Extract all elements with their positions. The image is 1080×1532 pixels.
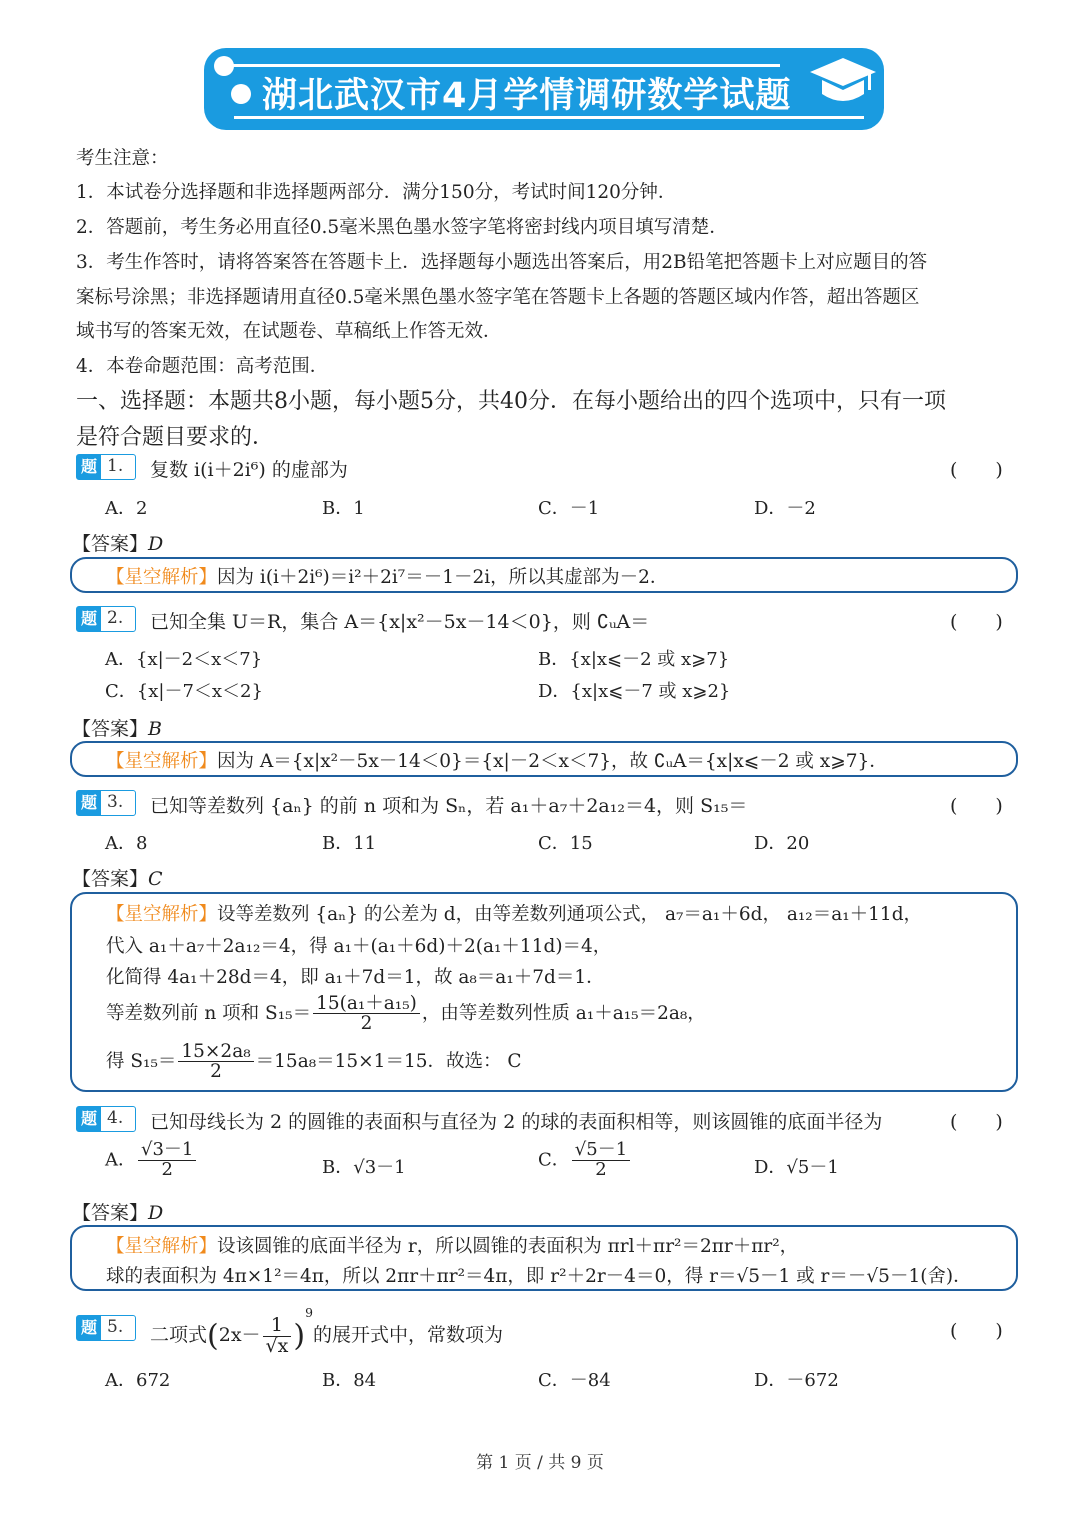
section-heading: 是符合题目要求的． <box>76 425 275 450</box>
answer-label: 【答案】 <box>72 533 149 555</box>
notice-item: 2．答题前，考生务必用直径0.5毫米黑色墨水签字笔将密封线内项目填写清楚． <box>76 217 728 238</box>
question-stem: 二项式(2x－ $\frac{1}{√x}$ )$^9$的展开式中，常数项为 <box>150 1306 503 1357</box>
answer-blank: ( ) <box>950 1111 1003 1133</box>
explanation-label: 【星空解析】 <box>106 567 218 588</box>
page-footer: 第 1 页 / 共 9 页 <box>476 1453 604 1473</box>
option: D．20 <box>754 833 810 854</box>
title-banner <box>204 48 884 130</box>
explanation-line: 化简得 4a₁＋28d＝4，即 a₁＋7d＝1，故 a₈＝a₁＋7d＝1． <box>106 967 605 988</box>
question-tag-label: 题 <box>77 1316 101 1340</box>
question-tag <box>76 1106 136 1132</box>
option: A．672 <box>105 1370 171 1391</box>
explanation-line: 【星空解析】设等差数列 {aₙ} 的公差为 d，由等差数列通项公式， a₇＝a₁＋6d， a₁₂＝a₁＋11d， <box>106 904 923 925</box>
question-number: 3. <box>107 792 124 812</box>
option: A．8 <box>105 833 148 854</box>
option: A． $\frac{√3-1}{2}$ <box>105 1141 198 1180</box>
notice-item: 案标号涂黑；非选择题请用直径0.5毫米黑色墨水签字笔在答题卡上各题的答题区域内作答，超出答题区 <box>76 287 920 308</box>
answer-label: 【答案】 <box>72 868 149 890</box>
option: B．1 <box>322 498 365 519</box>
answer-label: 【答案】 <box>72 1202 149 1224</box>
question-number: 4. <box>107 1108 124 1128</box>
answer-blank: ( ) <box>950 1320 1003 1342</box>
explanation-line: 【星空解析】设该圆锥的底面半径为 r，所以圆锥的表面积为 πrl＋πr²＝2πr＋πr²， <box>106 1236 799 1257</box>
answer-blank: ( ) <box>950 795 1003 817</box>
question-stem: 已知全集 U＝R，集合 A＝{x|x²－5x－14＜0}，则 ∁ᵤA＝ <box>150 611 650 633</box>
answer-value: B <box>148 718 162 740</box>
option: D．－2 <box>754 498 816 519</box>
answer-line <box>72 864 163 891</box>
question-tag <box>76 1315 136 1341</box>
question-tag <box>76 790 136 816</box>
answer-label: 【答案】 <box>72 718 149 740</box>
graduation-cap-icon <box>808 54 878 114</box>
option: B．√3－1 <box>322 1157 406 1178</box>
option: C．－1 <box>538 498 600 519</box>
fraction: $\frac{1}{√x}$ <box>263 1316 292 1357</box>
answer-value: D <box>148 533 164 555</box>
explanation-label: 【星空解析】 <box>106 751 218 772</box>
notice-item: 4．本卷命题范围：高考范围． <box>76 356 329 377</box>
explanation-line: 得 S₁₅＝ $\frac{\text{15×2a₈}}{2}$ ＝15a₈＝15×1＝15．故选： C <box>106 1041 522 1083</box>
question-stem: 已知母线长为 2 的圆锥的表面积与直径为 2 的球的表面积相等，则该圆锥的底面半径为 <box>150 1111 883 1133</box>
explanation-box <box>70 741 1018 777</box>
fraction: $\frac{\text{15×2a₈}}{2}$ <box>178 1042 253 1082</box>
question-number: 5. <box>107 1317 124 1337</box>
question-tag <box>76 606 136 632</box>
answer-line <box>72 529 163 556</box>
answer-line <box>72 1198 163 1225</box>
question-number: 2. <box>107 608 124 628</box>
banner-dot <box>231 84 251 104</box>
answer-blank: ( ) <box>950 459 1003 481</box>
question-stem: 复数 i(i＋2i⁶) 的虚部为 <box>150 459 348 481</box>
question-stem: 已知等差数列 {aₙ} 的前 n 项和为 Sₙ，若 a₁＋a₇＋2a₁₂＝4，则 S₁₅＝ <box>150 795 748 817</box>
section-heading: 一、选择题：本题共8小题，每小题5分，共40分．在每小题给出的四个选项中，只有一项 <box>76 389 946 414</box>
explanation-box <box>70 892 1018 1092</box>
explanation-label: 【星空解析】 <box>106 1236 218 1257</box>
notice-item: 3．考生作答时，请将答案答在答题卡上．选择题每小题选出答案后，用2B铅笔把答题卡上对应题目的答 <box>76 252 928 273</box>
banner-dot <box>214 56 234 76</box>
answer-value: D <box>148 1202 164 1224</box>
option: B．84 <box>322 1370 377 1391</box>
answer-value: C <box>148 868 163 890</box>
explanation-line: 球的表面积为 4π×1²＝4π，所以 2πr＋πr²＝4π，即 r²＋2r－4＝0，得 r＝√5－1 或 r＝－√5－1(舍)． <box>106 1266 972 1287</box>
notice-heading: 考生注意： <box>76 148 169 169</box>
option: C．{x|－7＜x＜2} <box>105 681 263 702</box>
answer-line <box>72 714 162 741</box>
explanation-line: 代入 a₁＋a₇＋2a₁₂＝4，得 a₁＋(a₁＋6d)＋2(a₁＋11d)＝4， <box>106 936 612 957</box>
fraction: $\frac{\text{15(a₁＋a₁₅)}}{2}$ <box>313 994 420 1034</box>
explanation-box <box>70 557 1018 593</box>
question-number: 1. <box>107 456 124 476</box>
notice-item: 域书写的答案无效，在试题卷、草稿纸上作答无效． <box>76 321 502 342</box>
page-title: 湖北武汉市4月学情调研数学试题 <box>262 76 792 116</box>
option: D．－672 <box>754 1370 839 1391</box>
question-tag <box>76 454 136 480</box>
option: A．2 <box>105 498 148 519</box>
explanation-line: 【星空解析】因为 A＝{x|x²－5x－14＜0}＝{x|－2＜x＜7}，故 ∁ᵤA＝{x|x⩽－2 或 x⩾7}． <box>106 751 888 772</box>
fraction: $\frac{√3-1}{2}$ <box>138 1141 196 1180</box>
question-tag-label: 题 <box>77 1107 101 1131</box>
option: A．{x|－2＜x＜7} <box>105 649 263 670</box>
notice-item: 1．本试卷分选择题和非选择题两部分．满分150分，考试时间120分钟． <box>76 182 677 203</box>
explanation-label: 【星空解析】 <box>106 904 218 925</box>
question-tag-label: 题 <box>77 791 101 815</box>
option: D．√5－1 <box>754 1157 839 1178</box>
banner-rule-top <box>220 64 780 67</box>
option: C．15 <box>538 833 593 854</box>
option: C．－84 <box>538 1370 611 1391</box>
option: D．{x|x⩽－7 或 x⩾2} <box>538 681 731 702</box>
explanation-box <box>70 1225 1018 1291</box>
option: B．11 <box>322 833 377 854</box>
answer-blank: ( ) <box>950 611 1003 633</box>
fraction: $\frac{√5-1}{2}$ <box>572 1141 630 1180</box>
option: C． $\frac{√5-1}{2}$ <box>538 1141 632 1180</box>
explanation-line: 【星空解析】因为 i(i＋2i⁶)＝i²＋2i⁷＝－1－2i，所以其虚部为－2． <box>106 567 669 588</box>
question-tag-label: 题 <box>77 455 101 479</box>
question-tag-label: 题 <box>77 607 101 631</box>
explanation-line: 等差数列前 n 项和 S₁₅＝ $\frac{\text{15(a₁＋a₁₅)}}{2}$ ，由等差数列性质 a₁＋a₁₅＝2a₈， <box>106 993 706 1035</box>
option: B．{x|x⩽－2 或 x⩾7} <box>538 649 730 670</box>
